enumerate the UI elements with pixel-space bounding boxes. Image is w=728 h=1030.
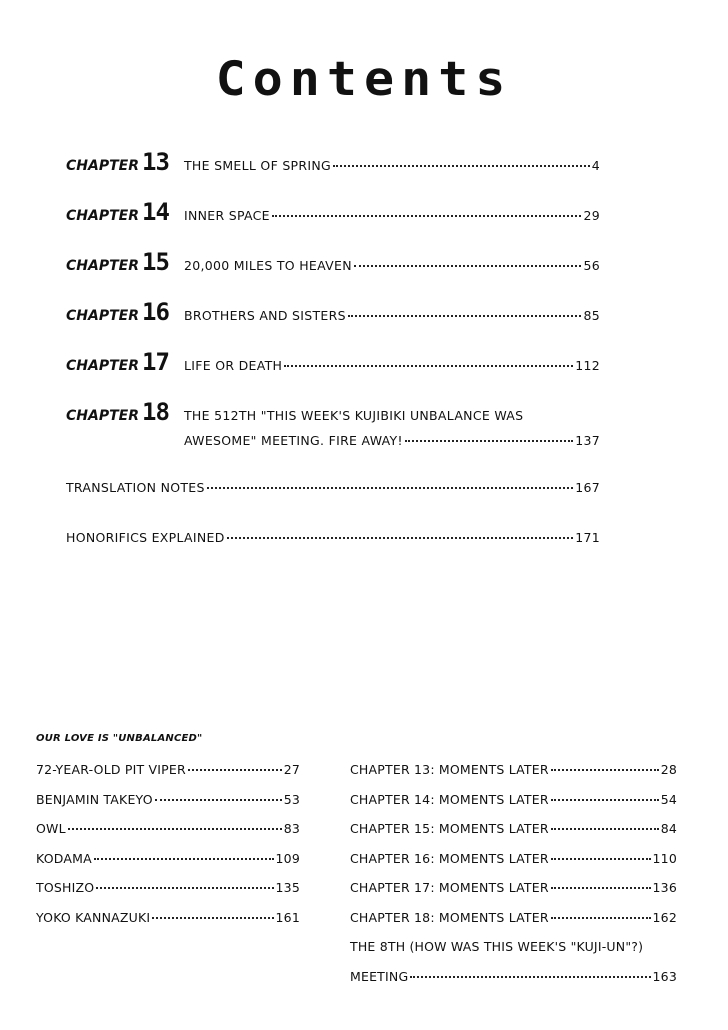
toc-entry-chapter-14[interactable] [66,198,600,226]
chapter-number: 18 [142,398,169,426]
bonus-entry[interactable] [350,851,677,881]
bonus-entry[interactable] [36,910,300,940]
dot-leader [68,828,282,830]
page-number: 167 [575,480,600,495]
chapter-title: THE SMELL OF SPRING [184,158,332,173]
chapter-number: 14 [142,198,169,226]
page-number: 85 [583,308,600,323]
dot-leader [96,887,273,889]
entry-title: CHAPTER 16: MOMENTS LATER [350,850,549,866]
entry-title: CHAPTER 18: MOMENTS LATER [350,909,549,925]
dot-leader [227,537,574,539]
dot-leader [348,315,582,317]
chapter-title: LIFE OR DEATH [184,358,283,373]
toc-entry-chapter-17[interactable] [66,348,600,376]
toc-entry-line [184,358,600,373]
dot-leader [284,365,573,367]
chapter-number: 15 [142,248,169,276]
bonus-entry[interactable] [36,792,300,822]
bonus-entry[interactable] [36,851,300,881]
entry-title: TOSHIZO [36,880,95,895]
toc-entry-chapter-15[interactable] [66,248,600,276]
dot-leader [551,799,659,801]
entry-title-line-2: MEETING [350,968,409,984]
chapter-label: CHAPTER [66,408,139,424]
entry-title: CHAPTER 13: MOMENTS LATER [350,762,549,777]
chapter-label: CHAPTER [66,258,139,274]
bonus-section-heading: OUR LOVE IS "UNBALANCED" [36,733,203,744]
page-number: 136 [652,880,677,895]
chapter-label: CHAPTER [66,208,139,224]
dot-leader [155,799,282,801]
dot-leader [207,487,574,489]
page-title: Contents [215,51,513,107]
toc-entry-chapter-13[interactable] [66,148,600,176]
page-number: 109 [275,850,300,866]
chapter-number: 17 [142,348,169,376]
page-number: 84 [660,821,677,836]
toc-entry-line [184,258,600,273]
entry-title: CHAPTER 14: MOMENTS LATER [350,791,549,807]
page-number: 135 [275,880,300,895]
page-number: 110 [652,850,677,866]
dot-leader [551,858,651,860]
bonus-entry[interactable] [350,821,677,851]
dot-leader [551,887,651,889]
dot-leader [94,858,274,860]
page-number: 161 [275,909,300,925]
page-number: 56 [583,258,600,273]
page-number: 53 [283,791,300,807]
bonus-entry[interactable] [36,880,300,910]
dot-leader [333,165,590,167]
page-number: 27 [283,762,300,777]
toc-entry-honorifics[interactable] [66,530,600,545]
page-number: 171 [575,530,600,545]
page-number: 137 [575,433,600,448]
dot-leader [188,769,282,771]
chapter-title-line-1: THE 512TH "THIS WEEK'S KUJIBIKI UNBALANCE WAS [184,408,524,423]
bonus-entry[interactable] [36,821,300,851]
bonus-list-left [36,762,300,939]
toc-entry-line [184,308,600,323]
entry-title: KODAMA [36,850,92,866]
entry-title: HONORIFICS EXPLAINED [66,530,225,545]
chapter-title: BROTHERS AND SISTERS [184,308,346,323]
chapter-label: CHAPTER [66,358,139,374]
page-number: 4 [591,158,600,173]
dot-leader [410,976,650,978]
entry-title: OWL [36,821,66,836]
page-number: 54 [660,791,677,807]
chapter-title-line-2: AWESOME" MEETING. FIRE AWAY! [184,433,403,448]
bonus-entry-line-1[interactable] [350,939,677,969]
toc-entry-line [184,408,600,448]
bonus-entry[interactable] [350,910,677,940]
chapter-number: 16 [142,298,169,326]
toc-entry-chapter-16[interactable] [66,298,600,326]
dot-leader [354,265,582,267]
bonus-entry[interactable] [350,792,677,822]
bonus-entry[interactable] [36,762,300,792]
page-number: 162 [652,909,677,925]
bonus-entry[interactable] [350,762,677,792]
toc-entry-chapter-18[interactable] [66,398,600,448]
dot-leader [551,769,659,771]
page-number: 83 [283,821,300,836]
entry-title: YOKO KANNAZUKI [36,909,151,925]
dot-leader [551,917,651,919]
dot-leader [405,440,573,442]
dot-leader [152,917,273,919]
entry-title: CHAPTER 15: MOMENTS LATER [350,821,549,836]
entry-title: 72-YEAR-OLD PIT VIPER [36,762,186,777]
chapter-label: CHAPTER [66,308,139,324]
dot-leader [551,828,659,830]
entry-title: CHAPTER 17: MOMENTS LATER [350,880,549,895]
page-number: 163 [652,968,677,984]
toc-entry-line [184,208,600,223]
entry-title: TRANSLATION NOTES [66,480,205,495]
chapter-number: 13 [142,148,169,176]
entry-title-line-1: THE 8TH (HOW WAS THIS WEEK'S "KUJI-UN"?) [350,939,644,954]
toc-entry-line [184,158,600,173]
page-number: 112 [575,358,600,373]
chapter-title: 20,000 MILES TO HEAVEN [184,258,352,273]
chapter-label: CHAPTER [66,158,139,174]
chapter-title: INNER SPACE [184,208,270,223]
bonus-list-right [350,762,677,998]
page-number: 29 [583,208,600,223]
entry-title: BENJAMIN TAKEYO [36,791,153,807]
bonus-entry-line-2[interactable] [350,969,677,999]
toc-entry-translation-notes[interactable] [66,480,600,495]
dot-leader [272,215,582,217]
bonus-entry[interactable] [350,880,677,910]
page-number: 28 [660,762,677,777]
